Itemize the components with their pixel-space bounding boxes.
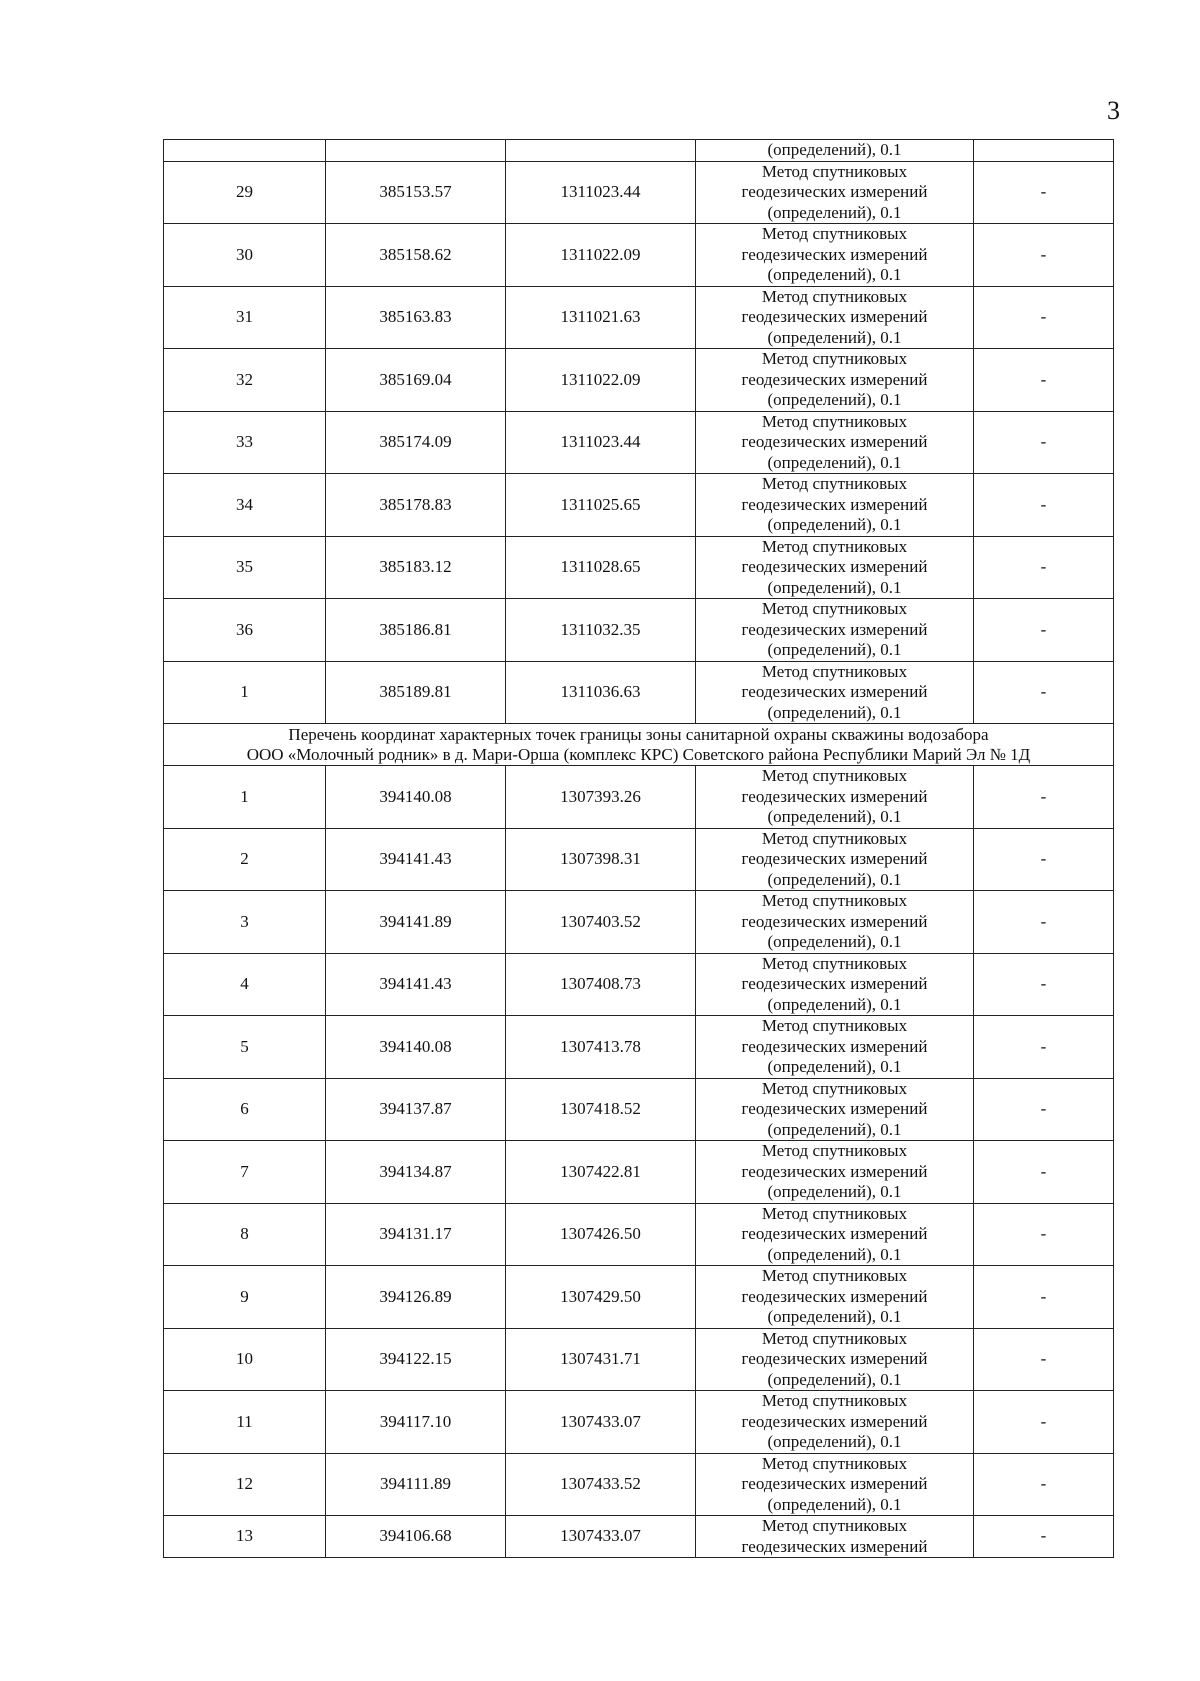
point-number-cell: 32 (164, 349, 326, 412)
description-cell: - (974, 161, 1114, 224)
method-line: геодезических измерений (741, 244, 928, 264)
section-title-line: Перечень координат характерных точек границы зоны санитарной охраны скважины водозабора (288, 724, 989, 744)
point-number-cell: 7 (164, 1141, 326, 1204)
method-line: (определений), 0.1 (767, 202, 902, 222)
method-line: геодезических измерений (741, 1036, 928, 1056)
y-coordinate-cell: 1311036.63 (506, 661, 696, 724)
point-number-cell: 29 (164, 161, 326, 224)
table-row (164, 536, 1114, 599)
description-cell: - (974, 411, 1114, 474)
method-line: (определений), 0.1 (767, 807, 902, 826)
method-cell (696, 1391, 974, 1454)
method-line: Метод спутниковых (761, 349, 908, 368)
x-coordinate-cell: 385153.57 (326, 161, 506, 224)
method-line: Метод спутниковых (761, 224, 908, 243)
method-cell (696, 1203, 974, 1266)
description-cell: - (974, 661, 1114, 724)
method-line: (определений), 0.1 (767, 1432, 902, 1451)
section-header-row (164, 724, 1114, 766)
table-row (164, 474, 1114, 537)
y-coordinate-cell: 1307433.52 (506, 1453, 696, 1516)
method-line: (определений), 0.1 (767, 1494, 902, 1514)
description-cell: - (974, 1141, 1114, 1204)
method-line: (определений), 0.1 (767, 994, 902, 1014)
method-line: геодезических измерений (741, 786, 928, 806)
method-line: геодезических измерений (741, 1411, 928, 1431)
method-line: геодезических измерений (741, 682, 928, 701)
continuation-row (164, 140, 1114, 162)
method-cell (696, 1078, 974, 1141)
point-number-cell: 11 (164, 1391, 326, 1454)
method-cell (696, 1453, 974, 1516)
method-line: Метод спутниковых (761, 953, 908, 973)
x-coordinate-cell: 394140.08 (326, 766, 506, 829)
table-row (164, 1016, 1114, 1079)
method-line: геодезических измерений (741, 1161, 928, 1181)
method-cell (696, 1016, 974, 1079)
method-cell (696, 1266, 974, 1329)
y-coordinate-cell: 1311023.44 (506, 411, 696, 474)
y-coordinate-cell: 1307393.26 (506, 766, 696, 829)
x-coordinate-cell: 394126.89 (326, 1266, 506, 1329)
method-line: геодезических измерений (741, 1536, 928, 1556)
y-coordinate-cell: 1311025.65 (506, 474, 696, 537)
method-line: (определений), 0.1 (767, 577, 902, 597)
point-number-cell: 30 (164, 224, 326, 287)
description-cell: - (974, 349, 1114, 412)
description-cell: - (974, 1391, 1114, 1454)
method-line: Метод спутниковых (761, 1266, 908, 1285)
description-cell: - (974, 1016, 1114, 1079)
table-row (164, 953, 1114, 1016)
method-cell (696, 1328, 974, 1391)
table-row (164, 891, 1114, 954)
method-line: (определений), 0.1 (767, 1119, 902, 1139)
method-line: (определений), 0.1 (767, 1182, 902, 1201)
method-cell (696, 1516, 974, 1558)
y-coordinate-cell: 1307413.78 (506, 1016, 696, 1079)
method-line: геодезических измерений (741, 1224, 928, 1243)
description-cell: - (974, 1266, 1114, 1329)
x-coordinate-cell: 394134.87 (326, 1141, 506, 1204)
method-cell (696, 286, 974, 349)
method-line: Метод спутниковых (761, 661, 908, 681)
method-line: (определений), 0.1 (767, 1307, 902, 1326)
description-cell: - (974, 536, 1114, 599)
point-number-cell: 36 (164, 599, 326, 662)
table-row (164, 1266, 1114, 1329)
method-line: геодезических измерений (741, 432, 928, 451)
x-coordinate-cell: 394140.08 (326, 1016, 506, 1079)
method-cell: (определений), 0.1 (696, 140, 974, 162)
method-line: геодезических измерений (741, 911, 928, 931)
method-line: геодезических измерений (741, 307, 928, 326)
y-coordinate-cell: 1307431.71 (506, 1328, 696, 1391)
y-coordinate-cell: 1307433.07 (506, 1391, 696, 1454)
description-cell: - (974, 1203, 1114, 1266)
method-cell (696, 161, 974, 224)
x-coordinate-cell: 394141.43 (326, 953, 506, 1016)
method-line: Метод спутниковых (761, 766, 908, 785)
method-line: (определений), 0.1 (767, 1244, 902, 1264)
description-cell: - (974, 1453, 1114, 1516)
description-cell: - (974, 766, 1114, 829)
method-line: (определений), 0.1 (767, 515, 902, 534)
method-line: геодезических измерений (741, 1099, 928, 1118)
y-coordinate-cell: 1307433.07 (506, 1516, 696, 1558)
method-cell (696, 891, 974, 954)
method-line: геодезических измерений (741, 369, 928, 389)
method-line: Метод спутниковых (761, 161, 908, 181)
point-number-cell: 12 (164, 1453, 326, 1516)
point-number-cell: 3 (164, 891, 326, 954)
table-row (164, 1453, 1114, 1516)
y-coordinate-cell: 1307403.52 (506, 891, 696, 954)
method-line: (определений), 0.1 (767, 869, 902, 889)
point-number-cell: 33 (164, 411, 326, 474)
method-line: геодезических измерений (741, 557, 928, 576)
table-row (164, 766, 1114, 829)
x-coordinate-cell: 385169.04 (326, 349, 506, 412)
description-cell: - (974, 953, 1114, 1016)
x-coordinate-cell: 394141.43 (326, 828, 506, 891)
method-line: геодезических измерений (741, 1286, 928, 1306)
description-cell: - (974, 286, 1114, 349)
x-coordinate-cell: 385178.83 (326, 474, 506, 537)
section-title (164, 724, 1114, 766)
method-line: геодезических измерений (741, 1474, 928, 1493)
method-line: Метод спутниковых (761, 1391, 908, 1410)
method-cell (696, 661, 974, 724)
table-row (164, 1078, 1114, 1141)
table-row (164, 828, 1114, 891)
table-row (164, 1141, 1114, 1204)
method-line: Метод спутниковых (761, 1141, 908, 1160)
method-line: Метод спутниковых (761, 1203, 908, 1223)
x-coordinate-cell: 394111.89 (326, 1453, 506, 1516)
table-row (164, 286, 1114, 349)
method-line: Метод спутниковых (761, 1016, 908, 1035)
table-row (164, 661, 1114, 724)
y-coordinate-cell: 1311022.09 (506, 349, 696, 412)
x-coordinate-cell: 385174.09 (326, 411, 506, 474)
method-cell (696, 1141, 974, 1204)
method-line: геодезических измерений (741, 182, 928, 201)
x-coordinate-cell: 385186.81 (326, 599, 506, 662)
method-line: (определений), 0.1 (767, 932, 902, 951)
x-coordinate-cell: 394117.10 (326, 1391, 506, 1454)
y-coordinate-cell: 1311028.65 (506, 536, 696, 599)
point-number-cell: 5 (164, 1016, 326, 1079)
y-coordinate-cell: 1307426.50 (506, 1203, 696, 1266)
method-line: Метод спутниковых (761, 411, 908, 431)
y-coordinate-cell: 1311022.09 (506, 224, 696, 287)
x-coordinate-cell: 394131.17 (326, 1203, 506, 1266)
description-cell: - (974, 891, 1114, 954)
description-cell: - (974, 1516, 1114, 1558)
description-cell: - (974, 828, 1114, 891)
point-number-cell: 4 (164, 953, 326, 1016)
point-number-cell: 35 (164, 536, 326, 599)
point-number-cell: 9 (164, 1266, 326, 1329)
description-cell: - (974, 1328, 1114, 1391)
method-line: (определений), 0.1 (767, 327, 902, 347)
point-number-cell: 1 (164, 766, 326, 829)
method-cell (696, 766, 974, 829)
table-row (164, 161, 1114, 224)
x-coordinate-cell: 385163.83 (326, 286, 506, 349)
table-row (164, 411, 1114, 474)
page-number: 3 (1107, 96, 1120, 125)
point-number-cell: 13 (164, 1516, 326, 1558)
x-coordinate-cell: 394106.68 (326, 1516, 506, 1558)
method-line: (определений), 0.1 (767, 640, 902, 659)
description-cell: - (974, 224, 1114, 287)
point-number-cell: 2 (164, 828, 326, 891)
point-number-cell: 6 (164, 1078, 326, 1141)
table-row (164, 1203, 1114, 1266)
method-line: (определений), 0.1 (767, 390, 902, 409)
y-coordinate-cell: 1311021.63 (506, 286, 696, 349)
x-coordinate-cell: 385189.81 (326, 661, 506, 724)
y-coordinate-cell: 1311032.35 (506, 599, 696, 662)
x-coordinate-cell: 385183.12 (326, 536, 506, 599)
method-line: (определений), 0.1 (767, 265, 902, 284)
method-line: (определений), 0.1 (767, 452, 902, 472)
x-coordinate-cell: 394141.89 (326, 891, 506, 954)
point-number-cell: 34 (164, 474, 326, 537)
method-line: Метод спутниковых (761, 286, 908, 306)
y-coordinate-cell: 1307422.81 (506, 1141, 696, 1204)
method-cell (696, 828, 974, 891)
method-line: Метод спутниковых (761, 1328, 908, 1348)
y-coordinate-cell: 1311023.44 (506, 161, 696, 224)
point-number-cell: 1 (164, 661, 326, 724)
y-coordinate-cell: 1307429.50 (506, 1266, 696, 1329)
point-number-cell: 10 (164, 1328, 326, 1391)
method-line: геодезических измерений (741, 974, 928, 993)
table-row (164, 599, 1114, 662)
method-line: Метод спутниковых (761, 599, 908, 618)
method-cell (696, 224, 974, 287)
table-row (164, 349, 1114, 412)
method-line: геодезических измерений (741, 619, 928, 639)
method-line: Метод спутниковых (761, 828, 908, 848)
method-line: (определений), 0.1 (767, 702, 902, 722)
method-line: (определений), 0.1 (767, 1369, 902, 1389)
method-line: (определений), 0.1 (767, 1057, 902, 1076)
method-line: Метод спутниковых (761, 891, 908, 910)
section-title-line: ООО «Молочный родник» в д. Мари-Орша (комплекс КРС) Советского района Республики Марий Эл № 1Д (246, 744, 1031, 764)
method-line: геодезических измерений (741, 1349, 928, 1368)
x-coordinate-cell: 385158.62 (326, 224, 506, 287)
description-cell: - (974, 474, 1114, 537)
method-cell (696, 953, 974, 1016)
method-line: Метод спутниковых (761, 474, 908, 493)
method-line: Метод спутниковых (761, 1516, 908, 1535)
method-line: Метод спутниковых (761, 1078, 908, 1098)
method-line: геодезических измерений (741, 494, 928, 514)
table-row (164, 1516, 1114, 1558)
x-coordinate-cell: 394137.87 (326, 1078, 506, 1141)
method-cell (696, 349, 974, 412)
point-number-cell: 31 (164, 286, 326, 349)
description-cell: - (974, 1078, 1114, 1141)
table-row (164, 1391, 1114, 1454)
y-coordinate-cell: 1307408.73 (506, 953, 696, 1016)
method-line: геодезических измерений (741, 849, 928, 868)
method-cell (696, 599, 974, 662)
point-number-cell: 8 (164, 1203, 326, 1266)
method-cell (696, 411, 974, 474)
y-coordinate-cell: 1307418.52 (506, 1078, 696, 1141)
coordinates-table (163, 139, 1114, 1558)
description-cell: - (974, 599, 1114, 662)
method-cell (696, 474, 974, 537)
method-line: Метод спутниковых (761, 1453, 908, 1473)
table-row (164, 1328, 1114, 1391)
method-line: Метод спутниковых (761, 536, 908, 556)
y-coordinate-cell: 1307398.31 (506, 828, 696, 891)
method-cell (696, 536, 974, 599)
x-coordinate-cell: 394122.15 (326, 1328, 506, 1391)
table-row (164, 224, 1114, 287)
